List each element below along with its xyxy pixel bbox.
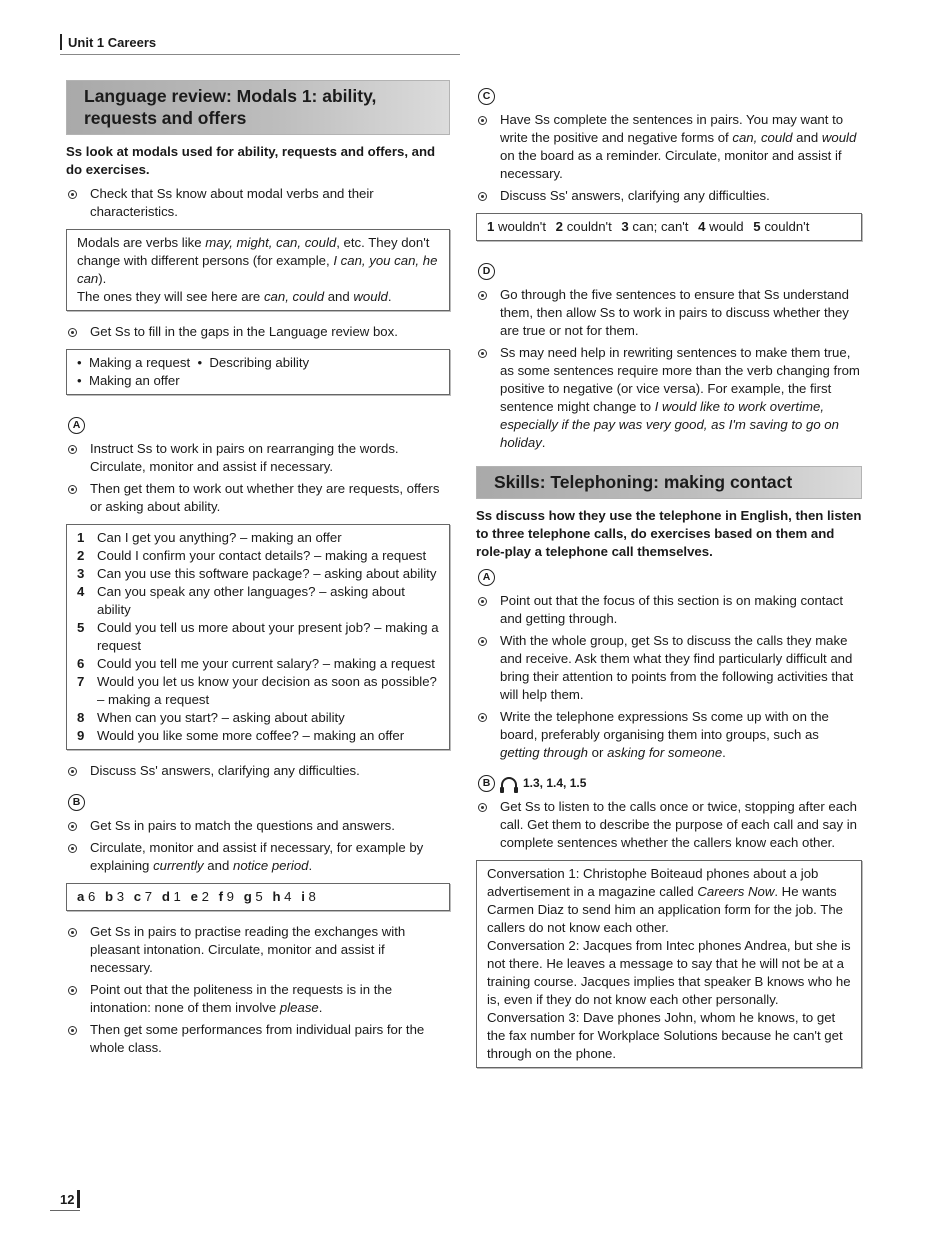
key-label: c [133, 889, 142, 904]
right-column [476, 80, 862, 1080]
key-value: wouldn't [498, 219, 546, 234]
bullet-icon [478, 116, 487, 125]
key-item [105, 889, 124, 904]
key-item [698, 219, 743, 234]
answer-number: 1 [77, 530, 85, 545]
answer-text: Could you tell us more about your present job? – making a request [97, 620, 439, 653]
bullet-icon [68, 190, 77, 199]
header-rule [60, 54, 460, 55]
exercise-letter-d-icon: D [478, 263, 495, 280]
key-value: 3 [116, 889, 125, 904]
key-item [301, 889, 316, 904]
bullet-icon [478, 192, 487, 201]
key-label: 2 [555, 219, 564, 234]
bullet-item: Point out that the politeness in the requests is in the intonation: none of them involve please. [66, 981, 450, 1017]
bullet-icon [68, 928, 77, 937]
answer-text: Would you let us know your decision as soon as possible? – making a request [97, 674, 437, 707]
bullet-icon [478, 291, 487, 300]
bullet-icon [68, 986, 77, 995]
answer-text: Would you like some more coffee? – making an offer [97, 728, 405, 743]
bullet-item: Get Ss in pairs to practise reading the exchanges with pleasant intonation. Circulate, monitor and assist if necessary. [66, 923, 450, 977]
key-label: b [105, 889, 114, 904]
bullet-icon [478, 597, 487, 606]
answer-item [77, 547, 441, 565]
headphones-icon [501, 777, 517, 790]
answer-number: 7 [77, 674, 85, 689]
answer-number: 2 [77, 548, 85, 563]
answer-item [77, 673, 441, 709]
bullet-item: Circulate, monitor and assist if necessary, for example by explaining currently and notice period. [66, 839, 450, 875]
answer-text: Could I confirm your contact details? – making a request [97, 548, 427, 563]
bullet-icon [68, 1026, 77, 1035]
bullet-icon [478, 349, 487, 358]
answer-key-a [66, 524, 450, 750]
bullet-item: Then get some performances from individual pairs for the whole class. [66, 1021, 450, 1057]
left-column [66, 80, 450, 1061]
answer-number: 9 [77, 728, 85, 743]
key-label: 4 [698, 219, 706, 234]
bullet-icon [68, 485, 77, 494]
modals-box [66, 229, 450, 311]
conversation-3: Conversation 3: Dave phones John, whom he knows, to get the fax number for Workplace Solutions because he can't get through on the phone. [487, 1010, 843, 1061]
bullet-item: Get Ss in pairs to match the questions and answers. [66, 817, 450, 835]
bullet-item: Discuss Ss' answers, clarifying any difficulties. [476, 187, 862, 205]
bullet-list [66, 923, 450, 1057]
answer-number: 6 [77, 656, 85, 671]
header-bar [60, 34, 62, 50]
bullet-list [476, 798, 862, 852]
key-label: 1 [487, 219, 495, 234]
key-item [77, 889, 95, 904]
answer-item [77, 565, 441, 583]
review-line-2: • Making an offer [77, 373, 180, 388]
key-value: 6 [88, 889, 96, 904]
track-numbers: 1.3, 1.4, 1.5 [523, 776, 587, 790]
key-value: 2 [201, 889, 209, 904]
answer-list [77, 529, 441, 745]
key-label: e [190, 889, 198, 904]
key-value: 4 [284, 889, 292, 904]
key-label: 3 [621, 219, 629, 234]
answer-text: Can you speak any other languages? – asking about ability [97, 584, 405, 617]
key-value: would [709, 219, 744, 234]
conversations-box [476, 860, 862, 1068]
key-label: a [77, 889, 85, 904]
bullet-item: Discuss Ss' answers, clarifying any difficulties. [66, 762, 450, 780]
bullet-list [476, 592, 862, 762]
answer-item [77, 709, 441, 727]
answer-key-b [66, 883, 450, 911]
bullet-list [66, 440, 450, 516]
key-value: 7 [144, 889, 153, 904]
bullet-icon [478, 713, 487, 722]
bullet-item: Instruct Ss to work in pairs on rearranging the words. Circulate, monitor and assist if necessary. [66, 440, 450, 476]
bullet-item: Have Ss complete the sentences in pairs. You may want to write the positive and negative forms of can, could and would on the board as a reminder. Circulate, monitor and assist if necessary. [476, 111, 862, 183]
bullet-list [66, 185, 450, 221]
bullet-list [66, 817, 450, 875]
review-line-1: • Making a request • Describing ability [77, 355, 310, 370]
answer-item [77, 619, 441, 655]
key-item [621, 219, 688, 234]
key-item [272, 889, 291, 904]
key-value: 8 [308, 889, 316, 904]
key-item [134, 889, 152, 904]
answer-text: Can you use this software package? – asking about ability [97, 566, 437, 581]
key-item [219, 889, 234, 904]
answer-text: When can you start? – asking about ability [97, 710, 345, 725]
key-item [162, 889, 181, 904]
answer-number: 4 [77, 584, 85, 599]
key-item [556, 219, 612, 234]
answer-item [77, 727, 441, 745]
audio-reference [478, 774, 586, 792]
bullet-icon [478, 637, 487, 646]
key-value: couldn't [764, 219, 810, 234]
bullet-list [66, 323, 450, 341]
bullet-item: Get Ss to fill in the gaps in the Language review box. [66, 323, 450, 341]
bullet-item: With the whole group, get Ss to discuss the calls they make and receive. Ask them what they find particularly difficult and bring their attention to points from the following activities that will help them. [476, 632, 862, 704]
footer-bar [77, 1190, 80, 1208]
language-review-answer-box [66, 349, 450, 395]
section-intro: Ss look at modals used for ability, requests and offers, and do exercises. [66, 144, 436, 177]
page-footer [60, 1190, 80, 1209]
bullet-icon [68, 445, 77, 454]
key-item [487, 219, 546, 234]
answer-number: 5 [77, 620, 85, 635]
footer-rule [50, 1210, 80, 1211]
answer-item [77, 583, 441, 619]
key-label: d [161, 889, 170, 904]
answer-text: Could you tell me your current salary? – making a request [97, 656, 435, 671]
key-value: 1 [173, 889, 181, 904]
key-item [753, 219, 809, 234]
bullet-icon [478, 803, 487, 812]
key-label: i [301, 889, 305, 904]
answer-number: 3 [77, 566, 85, 581]
answer-item [77, 655, 441, 673]
bullet-item: Then get them to work out whether they are requests, offers or asking about ability. [66, 480, 450, 516]
key-value: can; can't [632, 219, 689, 234]
key-label: f [218, 889, 223, 904]
key-value: couldn't [566, 219, 612, 234]
unit-title: Unit 1 Careers [68, 35, 157, 50]
key-label: g [243, 889, 252, 904]
conversation-1: Conversation 1: Christophe Boiteaud phones about a job advertisement in a magazine called Careers Now. He wants Carmen Diaz to send him an application form for the job. The callers do not know each other. [487, 866, 843, 935]
skills-intro: Ss discuss how they use the telephone in English, then listen to three telephone calls, do exercises based on them and role-play a telephone call themselves. [476, 508, 862, 559]
conversation-2: Conversation 2: Jacques from Intec phones Andrea, but she is not there. He leaves a message to say that he will not be at a training course. Jacques implies that speaker B knows who he is, even if they do not know each other personally. [487, 938, 851, 1007]
exercise-letter-c-icon: C [478, 88, 495, 105]
bullet-item: Get Ss to listen to the calls once or twice, stopping after each call. Get them to describe the purpose of each call and say in complete sentences whether the callers know each other. [476, 798, 862, 852]
answer-item [77, 529, 441, 547]
key-value: 9 [226, 889, 235, 904]
answer-text: Can I get you anything? – making an offer [97, 530, 342, 545]
page-number: 12 [60, 1192, 75, 1207]
bullet-icon [68, 328, 77, 337]
key-value: 5 [255, 889, 263, 904]
bullet-item: Point out that the focus of this section is on making contact and getting through. [476, 592, 862, 628]
bullet-item: Check that Ss know about modal verbs and their characteristics. [66, 185, 450, 221]
exercise-letter-a-icon: A [68, 417, 85, 434]
bullet-list [476, 286, 862, 452]
bullet-list [66, 762, 450, 780]
bullet-icon [68, 767, 77, 776]
key-item [244, 889, 263, 904]
key-label: 5 [753, 219, 761, 234]
bullet-item: Go through the five sentences to ensure that Ss understand them, then allow Ss to work in pairs to discuss whether they are true or not for them. [476, 286, 862, 340]
skills-letter-b-icon: B [478, 775, 495, 792]
bullet-list [476, 111, 862, 205]
bullet-item: Ss may need help in rewriting sentences to make them true, as some sentences require more than the verb changing from positive to negative (or vice versa). For example, the first sentence might change to I would like to work overtime, especially if the pay was very good, as I'm saving to go on holiday. [476, 344, 862, 452]
answer-number: 8 [77, 710, 85, 725]
modals-box-p2: The ones they will see here are can, could and would. [77, 289, 392, 304]
answer-key-c [476, 213, 862, 241]
exercise-letter-b-icon: B [68, 794, 85, 811]
running-header [60, 34, 156, 52]
section-title-skills: Skills: Telephoning: making contact [476, 466, 862, 499]
bullet-item: Write the telephone expressions Ss come up with on the board, preferably organising them into groups, such as getting through or asking for someone. [476, 708, 862, 762]
bullet-icon [68, 844, 77, 853]
key-label: h [272, 889, 281, 904]
section-title-language-review: Language review: Modals 1: ability, requests and offers [66, 80, 450, 135]
modals-box-p1: Modals are verbs like may, might, can, could, etc. They don't change with different persons (for example, I can, you can, he can). [77, 235, 438, 286]
bullet-icon [68, 822, 77, 831]
key-item [191, 889, 209, 904]
skills-letter-a-icon: A [478, 569, 495, 586]
